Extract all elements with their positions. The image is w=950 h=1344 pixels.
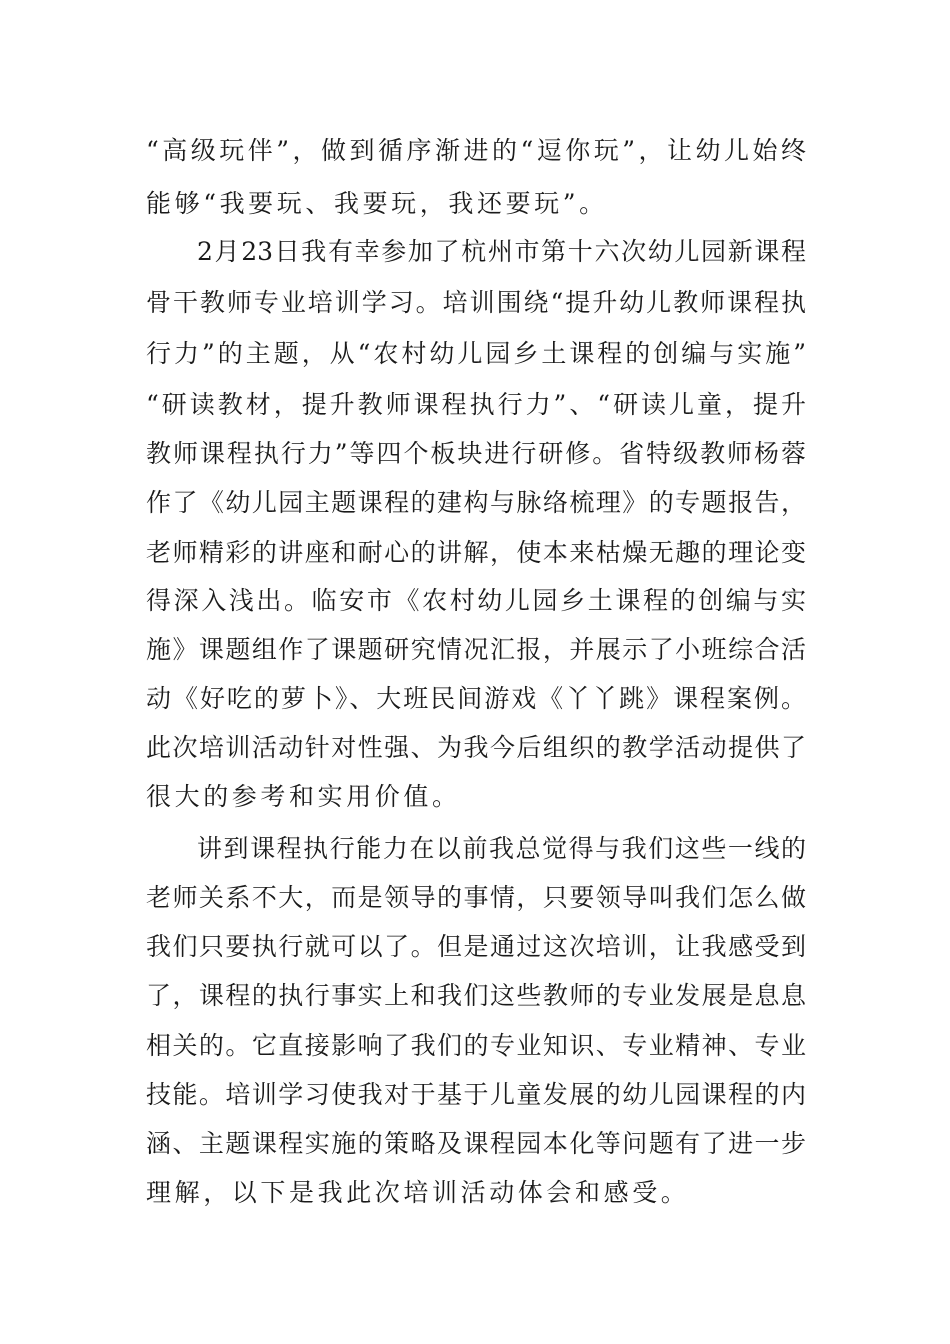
- text-line: 老师精彩的讲座和耐心的讲解，使本来枯燥无趣的理论变: [146, 538, 806, 567]
- text-line: 老师关系不大，而是领导的事情，只要领导叫我们怎么做: [146, 883, 806, 912]
- text-line: “高级玩伴”，做到循序渐进的“逗你玩”，让幼儿始终: [146, 136, 806, 165]
- text-line: 相关的。它直接影响了我们的专业知识、专业精神、专业: [146, 1031, 806, 1060]
- text-line: 我们只要执行就可以了。但是通过这次培训，让我感受到: [146, 932, 806, 961]
- text-line: 讲到课程执行能力在以前我总觉得与我们这些一线的: [197, 834, 806, 863]
- text-line: “研读教材，提升教师课程执行力”、“研读儿童，提升: [146, 390, 806, 419]
- text-line: 技能。培训学习使我对于基于儿童发展的幼儿园课程的内: [146, 1080, 806, 1109]
- text-line: 很大的参考和实用价值。: [146, 782, 461, 811]
- text-line: 教师课程执行力”等四个板块进行研修。省特级教师杨蓉: [146, 439, 806, 468]
- text-line: 此次培训活动针对性强、为我今后组织的教学活动提供了: [146, 733, 806, 762]
- text-line: 能够“我要玩、我要玩，我还要玩”。: [146, 189, 608, 218]
- text-line: 施》课题组作了课题研究情况汇报，并展示了小班综合活: [146, 635, 806, 664]
- text-line: 2月23日我有幸参加了杭州市第十六次幼儿园新课程: [197, 237, 806, 266]
- text-line: 行力”的主题，从“农村幼儿园乡土课程的创编与实施”: [146, 339, 806, 368]
- text-line: 骨干教师专业培训学习。培训围绕“提升幼儿教师课程执: [146, 288, 806, 317]
- text-line: 理解，以下是我此次培训活动体会和感受。: [146, 1178, 690, 1207]
- text-line: 动《好吃的萝卜》、大班民间游戏《丫丫跳》课程案例。: [146, 684, 806, 713]
- text-line: 作了《幼儿园主题课程的建构与脉络梳理》的专题报告，: [146, 488, 806, 517]
- text-line: 涵、主题课程实施的策略及课程园本化等问题有了进一步: [146, 1129, 806, 1158]
- text-line: 得深入浅出。临安市《农村幼儿园乡土课程的创编与实: [146, 586, 806, 615]
- text-line: 了，课程的执行事实上和我们这些教师的专业发展是息息: [146, 981, 806, 1010]
